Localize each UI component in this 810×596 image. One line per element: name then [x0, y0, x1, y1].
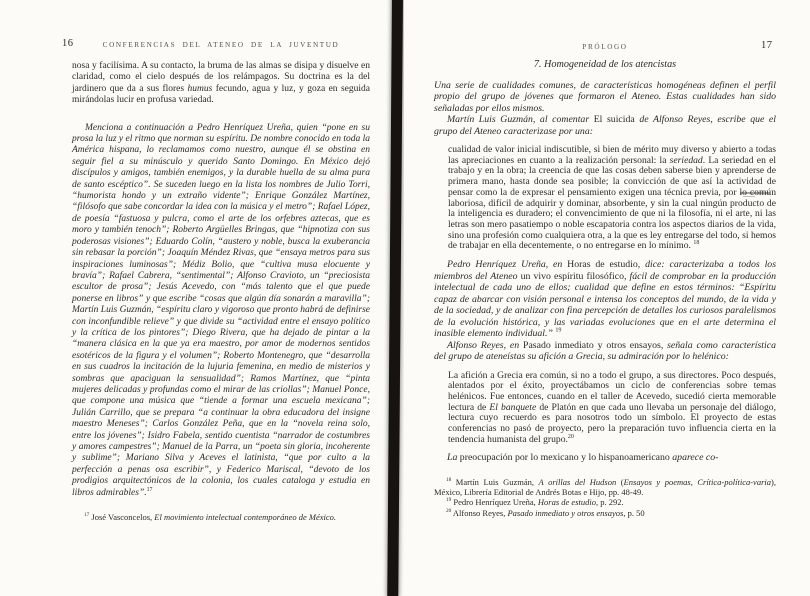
paragraph-henriquez-urena: Pedro Henríquez Ureña, en Horas de estudio, dice: caracterizaba a todos los miembros del Ateneo un vivo espíritu filosófico, fácil de comprobar en la producción intelectual de cada uno de ellos; cualidad que define en estos términos: “Espíritu capaz de abarcar con visión personal e intensa los conceptos del mundo, de la vida y de la sociedad, y de analizar con fina percepción de detalles los curiosos paralelismos de la evolución histórica, y las variadas evoluciones que en el arte determina el inasible elemento individual.” $^{19}$ — [434, 259, 777, 340]
book-page-left — [0, 0, 393, 589]
footnote-17: $^{17}$ José Vasconcelos, El movimiento intelectual contemporáneo de México. — [84, 512, 337, 523]
text-block-right — [434, 59, 776, 518]
footnote-19: $^{19}$ Pedro Henríquez Ureña, Horas de estudio, p. 292. — [446, 497, 624, 508]
footnotes-right — [434, 477, 776, 518]
page-number-right: 17 — [761, 40, 773, 51]
paragraph-mentions-list: Menciona a continuación a Pedro Henríquez Ureña, quien “pone en su prosa la luz y el ritmo que norman su espíritu. De nombre conocido en toda la América hispana, lo reclamamos como nuestro, aunque él se obstina en seguir fiel a su minúsculo y querido Santo Domingo. En México dejó discípulos y amigos, también enemigos, y la durable huella de su alma pura de santo escéptico”. Se suceden luego en la lista los nombres de Julio Torri, “humorista hondo y un extraño vidente”; Enrique González Martínez, “filósofo que sabe concordar la idea con la música y el metro”; Rafael López, de poesía “fastuosa y pulcra, como el arte de los orfebres aztecas, que es moro y también tenoch”; Roberto Argüelles Bringas, que “hipnotiza con sus poderosas visiones”; Eduardo Colín, “austero y noble, busca la exuberancia sin rebasar la porción”; Joaquín Méndez Rivas, que “ensaya metros para sus inspiraciones luminosas”; Médiz Bolio, que “cultiva musa elocuente y bravía”; Rafael Cabrera, “sentimental”; Alfonso Cravioto, un “preciosista escultor de prosa”; Jesús Acevedo, con “más talento que el que puede ponerse en libros” y que escribe “cosas que algún día sonarán a maravilla”; Martín Luis Guzmán, “espíritu claro y vigoroso que pronto habrá de definirse con inconfundible relieve” y que divide su “actividad entre el ensayo político y la crítica de los pintores”; Diego Rivera, que ha dejado de pintar a la “manera clásica en la que ya era maestro, por amor de modernos sentidos esotéricos de la figura y el volumen”; Roberto Montenegro, que “desarrolla en sus cuadros la incitación de la lujuria femenina, en medio de misterios y sombras que apaciguan la sensualidad”; Ramos Martínez, que “pinta mujeres delicadas y profundas como el mirar de las criollas”; Manuel Ponce, que compone una música que “tiende a formar una escuela mexicana”; Julián Carrillo, que se prepara “a continuar la obra educadora del insigne maestro Meneses”; Carlos González Peña, que en la “novela reina solo, entre los jóvenes”; Isidro Fabela, sentido cuentista “narrador de costumbres y amores campestres”; Manuel de la Parra, un “poeta sin gloria, incoherente y sublime”; Mariano Silva y Aceves el latinista, “que por culto a la perfección a penas osa escribir”, y Federico Mariscal, “devoto de los prodigios arquitectónicos de la colonia, los cuales cataloga y estudia en libros admirables”.$^{17}$ — [72, 122, 370, 498]
blockquote-grecia: La afición a Grecia era común, si no a todo el grupo, a sus directores. Poco después, alentados por el éxito, proyectábamos un ciclo de conferencias sobre temas helénicos. Fue entonces, cuando en el taller de Acevedo, sucedió cierta memorable lectura de El banquete de Platón en que cada uno llevaba un personaje del diálogo, lectura cuyo recuerdo es para nosotros todo un símbolo. El proyecto de estas conferencias no pasó de proyecto, pero la preparación tuvo influencia cierta en la tendencia humanista del grupo.$^{20}$ — [448, 369, 776, 445]
paragraph-preocupacion: La preocupación por lo mexicano y lo hispanoamericano aparece co- — [447, 452, 719, 464]
running-header-right: PRÓLOGO — [582, 43, 628, 51]
paragraph-continuation: nosa y facilísima. A su contacto, la bruma de las almas se disipa y disuelve en claridad, como el cielo después de los relámpagos. Su doctrina es la del jardinero que da a sus flores humus fecundo, agua y luz, y goza en seguida mirándolas lucir en profusa variedad. — [72, 61, 370, 106]
paragraph-intro: Una serie de cualidades comunes, de características homogéneas definen el perfil propio del grupo de jóvenes que formaron el Ateneo. Estas cualidades han sido señaladas por ellos mismos. — [434, 79, 776, 114]
book-page-right — [404, 0, 810, 589]
page-number-left: 16 — [62, 38, 74, 49]
section-heading: 7. Homogeneidad de los atencistas — [533, 59, 677, 70]
text-block-left — [72, 61, 370, 522]
running-header-left: CONFERENCIAS DEL ATENEO DE LA JUVENTUD — [102, 41, 340, 49]
footnote-18: $^{18}$ Martín Luis Guzmán, A orillas del Hudson (Ensayos y poemas, Crítica-política-varia), México, Librería Editorial de Andrés Botas e Hijo, pp. 48-49. — [434, 476, 776, 498]
paragraph-guzman: Martín Luis Guzmán, al comentar El suicida de Alfonso Reyes, escribe que el grupo del Ateneo caracterizase por una: — [434, 114, 777, 137]
blockquote-seriedad: cualidad de valor inicial indiscutible, si bien de mérito muy diverso y abierto a todas las apreciaciones en cuanto a la realización personal: la seriedad. La seriedad en el trabajo y en la obra; la creencia de que las cosas deben saberse bien y aprenderse de primera mano, hasta donde sea posible; la convicción de que así la actividad de pensar como la de expresar el pensamiento exigen una técnica previa, por lo común laboriosa, difícil de adquirir y dominar, absorbente, y sin la cual ningún producto de la inteligencia es duradero; el convencimiento de que ni la filosofía, ni el arte, ni las letras son mero pasatiempo o noble escapatoria contra los aspectos diarios de la vida, sino una profesión como cualquiera otra, a la que es ley entregarse del todo, si hemos de trabajar en ella decentemente, o no entregarse en lo mínimo. $^{18}$ — [448, 144, 776, 252]
paragraph-alfonso-reyes: Alfonso Reyes, en Pasado inmediato y otros ensayos, señala como característica del grupo de ateneístas su afición a Grecia, su admiración por lo helénico: — [434, 339, 776, 363]
footnote-20: $^{20}$ Alfonso Reyes, Pasado inmediato y otros ensayos, p. 50 — [446, 507, 645, 518]
footnotes-left — [72, 512, 370, 522]
